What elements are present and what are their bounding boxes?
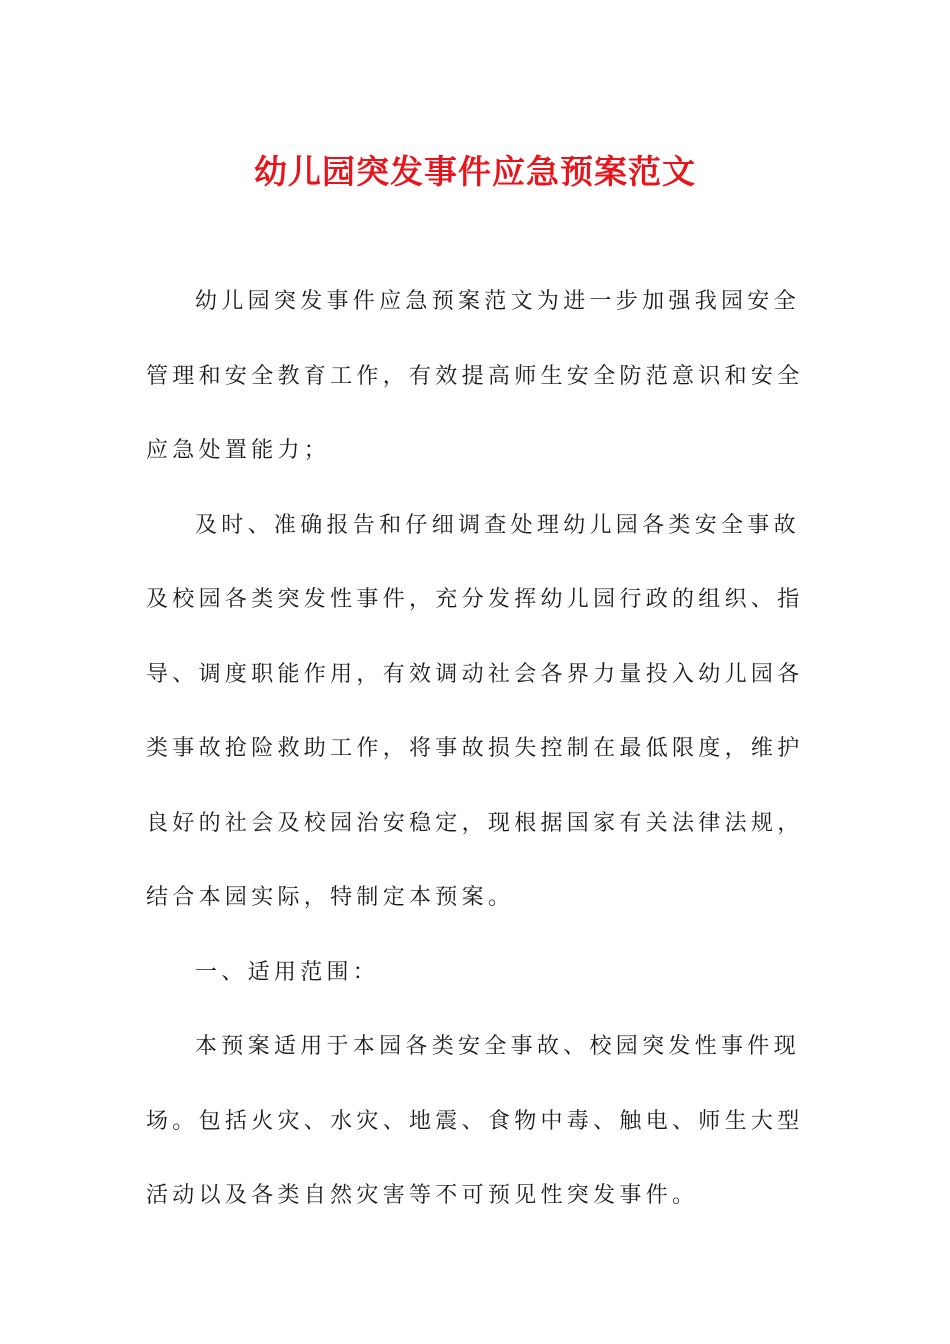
section-heading-scope: 一、适用范围：	[195, 959, 380, 985]
paragraph-scope: 本预案适用于本园各类安全事故、校园突发性事件现场。包括火灾、水灾、地震、食物中毒、触电、师生大型活动以及各类自然灾害等不可预见性突发事件。	[146, 1034, 804, 1208]
paragraph-purpose: 及时、准确报告和仔细调查处理幼儿园各类安全事故及校园各类突发性事件，充分发挥幼儿园行政的组织、指导、调度职能作用，有效调动社会各界力量投入幼儿园各类事故抢险救助工作，将事故损失控制在最低限度，维护良好的社会及校园治安稳定，现根据国家有关法律法规，结合本园实际，特制定本预案。	[146, 512, 804, 910]
paragraph-intro: 幼儿园突发事件应急预案范文为进一步加强我园安全管理和安全教育工作，有效提高师生安全防范意识和安全应急处置能力；	[146, 289, 804, 463]
document-body	[146, 265, 806, 1234]
document-title: 幼儿园突发事件应急预案范文	[254, 152, 696, 191]
